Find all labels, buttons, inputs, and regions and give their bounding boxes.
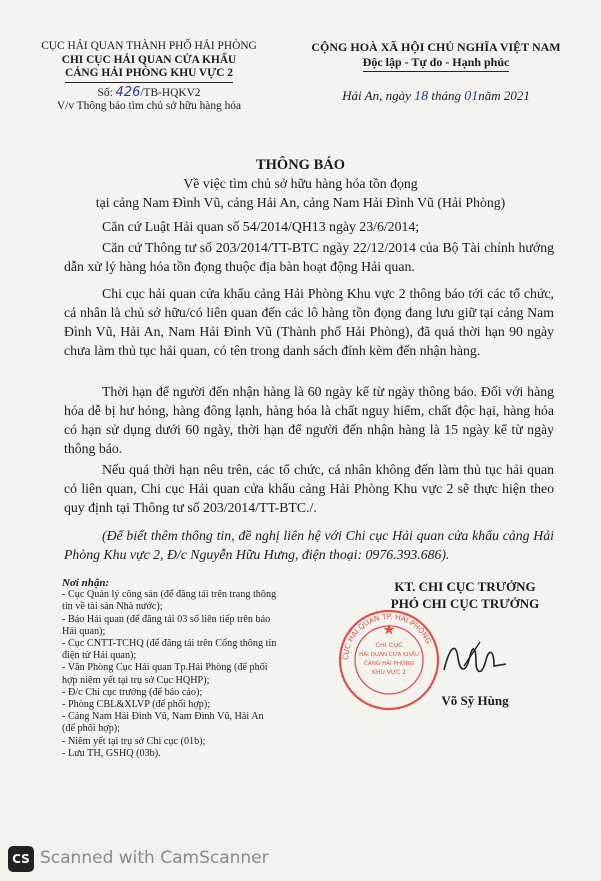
recipient-line: hợp niêm yết tại trụ sở Cục HQHP); — [62, 674, 210, 686]
recipient-line: - Đ/c Chi cục trưởng (để báo cáo); — [62, 686, 203, 698]
title-subject-line1: Về việc tìm chủ sở hữu hàng hóa tồn đọng — [183, 176, 418, 191]
handwritten-number: 426 — [115, 84, 141, 100]
date-line: Hải An, ngày 18 tháng 01năm 2021 — [342, 88, 530, 104]
issuer-block — [18, 40, 280, 114]
signatory-role-1: KT. CHI CỤC TRƯỞNG — [394, 579, 536, 594]
country-name: CỘNG HOÀ XÃ HỘI CHỦ NGHĨA VIỆT NAM — [311, 40, 561, 54]
deadline-paragraph: Thời hạn để người đến nhận hàng là 60 ngày kể từ ngày thông báo. Đối với hàng hóa dễ bị hư hỏng, hàng đông lạnh, hàng hóa là chất nguy hiểm, chất độc hại, hàng hóa có hạn sử dụng dưới 60 ngày, thời hạn để người đến nhận hàng là 15 ngày kể từ ngày thông báo. — [64, 384, 554, 456]
recipient-line: - Cảng Nam Hải Đình Vũ, Nam Đình Vũ, Hải An — [62, 711, 264, 723]
seal-inner-line4: KHU VỰC 2 — [372, 669, 406, 676]
camscanner-label: Scanned with CamScanner — [40, 848, 269, 868]
recipient-line: - Cục Quản lý công sản (để đăng tải trên trang thông — [62, 589, 277, 601]
issuer-parent: CỤC HẢI QUAN THÀNH PHỐ HẢI PHÒNG — [41, 40, 257, 52]
document-title: THÔNG BÁO — [255, 157, 346, 173]
legal-basis-1: Căn cứ Luật Hải quan số 54/2014/QH13 ngày 23/6/2014; — [102, 219, 420, 234]
recipient-line: - Cục CNTT-TCHQ (để đăng tải trên Cổng thông tin — [62, 638, 277, 650]
issuer-unit-line2: CẢNG HẢI PHÒNG KHU VỰC 2 — [18, 67, 280, 83]
recipient-line: - Báo Hải quan (để đăng tải 03 số liên tiếp trên báo — [62, 613, 271, 625]
title-subject-line2: tại cảng Nam Đình Vũ, cảng Hải An, cảng Nam Hải Đình Vũ (Hải Phòng) — [95, 195, 506, 210]
recipient-line: tin về tài sản Nhà nước); — [62, 601, 163, 613]
recipient-line: (để phối hợp); — [62, 723, 121, 735]
recipients-heading: Nơi nhận: — [62, 577, 110, 589]
handwritten-signature — [440, 636, 510, 684]
recipient-line: - Lưu TH, GSHQ (03b). — [62, 747, 161, 759]
title-block — [40, 156, 561, 212]
legal-basis-2: Căn cứ Thông tư số 203/2014/TT-BTC ngày 22/12/2014 của Bộ Tài chính hướng dẫn xử lý hàng hóa tồn đọng thuộc địa bàn hoạt động Hải quan. — [64, 240, 554, 274]
issuer-unit-line1: CHI CỤC HẢI QUAN CỬA KHẨU — [61, 53, 237, 66]
consequence-paragraph: Nếu quá thời hạn nêu trên, các tổ chức, cá nhân không đến làm thủ tục hải quan có liên quan, Chi cục Hải quan cửa khẩu cảng Hải Phòng Khu vực 2 sẽ thực hiện theo quy định tại Thông tư số 203/2014/TT-BTC./. — [64, 462, 554, 515]
seal-inner-line3: CẢNG HẢI PHÒNG — [364, 661, 414, 667]
recipient-line: - Văn Phòng Cục Hải quan Tp.Hải Phòng (để phối — [62, 662, 268, 674]
document-number: Số: 426/TB-HQKV2 — [97, 84, 201, 100]
recipient-line: điện tử Hải quan); — [62, 650, 137, 662]
seal-ring-text: CỤC HẢI QUAN TP. HẢI PHÒNG — [340, 611, 434, 661]
national-motto: Độc lập - Tự do - Hạnh phúc — [286, 55, 586, 72]
notice-paragraph: Chi cục hải quan cửa khẩu cảng Hải Phòng Khu vực 2 thông báo tới các tổ chức, cá nhân là chủ sở hữu/có liên quan đến các lô hàng tồn đọng đang lưu giữ tại cảng Nam Đình Vũ, Hải An, Nam Hải Đình Vũ (Thành phố Hải Phòng), đã quá thời hạn 90 ngày chưa làm thủ tục hải quan, có tên trong danh sách đính kèm đến nhận hàng. — [64, 286, 554, 358]
scanner-footer — [0, 838, 601, 881]
seal-inner-line2: HẢI QUAN CỬA KHẨU — [359, 652, 419, 658]
recipient-line: Hải quan); — [62, 625, 106, 637]
signatory-name: Võ Sỹ Hùng — [441, 693, 509, 708]
recipients-list — [62, 577, 312, 760]
recipient-line: - Phòng CBL&XLVP (để phối hợp); — [62, 699, 211, 711]
contact-paragraph: (Để biết thêm thông tin, đề nghị liên hệ với Chi cục Hải quan cửa khẩu cảng Hải Phòng Khu vực 2, Đ/c Nguyễn Hữu Hưng, điện thoại: 0976.393.686). — [64, 528, 554, 562]
document-subject: V/v Thông báo tìm chủ sở hữu hàng hóa — [56, 100, 242, 112]
seal-inner-line1: CHI CỤC — [375, 641, 403, 649]
recipient-line: - Niêm yết tại trụ sở Chi cục (01b); — [62, 735, 206, 747]
signature-block — [350, 578, 580, 612]
camscanner-logo-icon: CS — [8, 846, 34, 872]
signatory-role-2: PHÓ CHI CỤC TRƯỞNG — [390, 596, 540, 611]
national-heading — [286, 40, 586, 104]
